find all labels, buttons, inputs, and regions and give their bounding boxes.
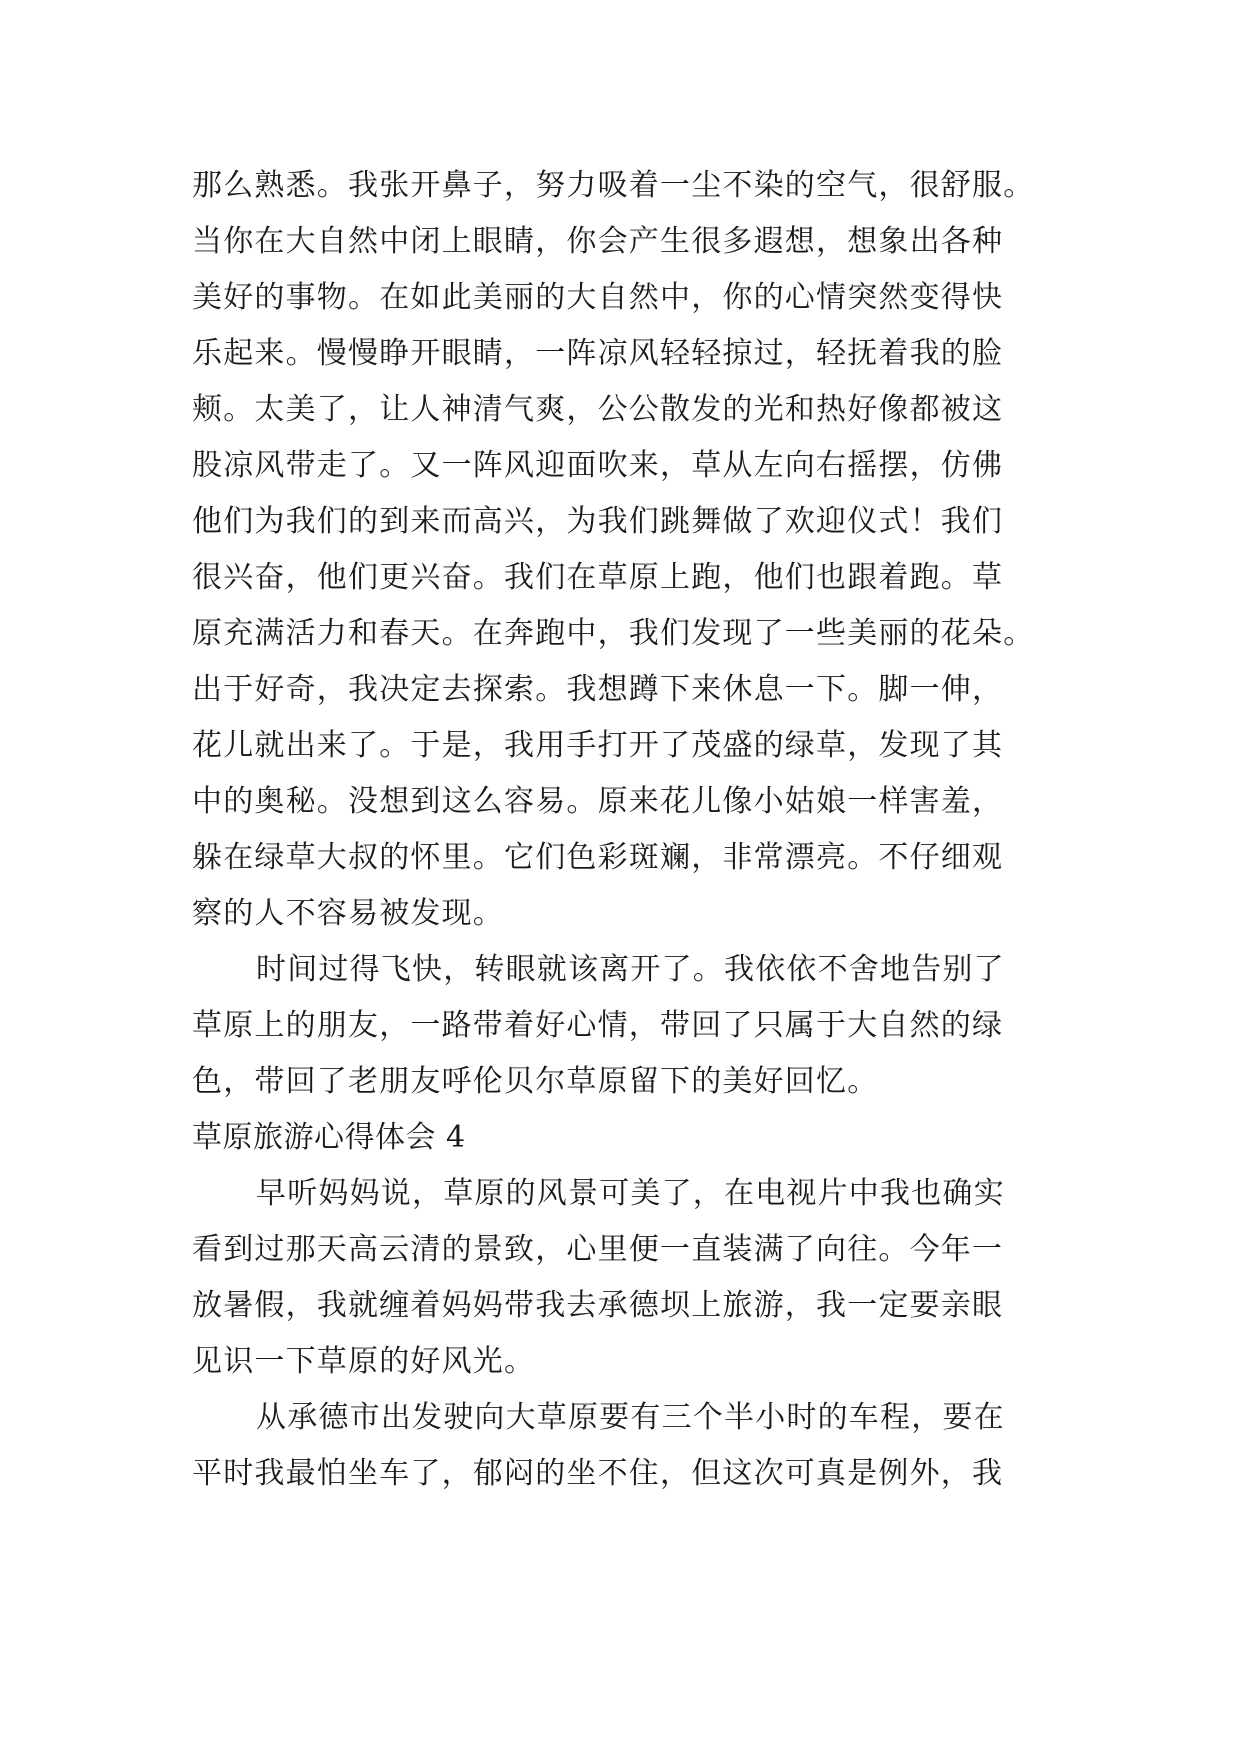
text-line: 乐起来。慢慢睁开眼睛，一阵凉风轻轻掠过，轻抚着我的脸 [192, 336, 1004, 371]
text-line: 草原上的朋友，一路带着好心情，带回了只属于大自然的绿 [192, 1008, 1004, 1043]
text-line: 很兴奋，他们更兴奋。我们在草原上跑，他们也跟着跑。草 [192, 560, 1004, 595]
text-line: 时间过得飞快，转眼就该离开了。我依依不舍地告别了 [256, 952, 1005, 987]
text-line: 他们为我们的到来而高兴，为我们跳舞做了欢迎仪式！我们 [192, 504, 1004, 539]
text-line: 颊。太美了，让人神清气爽，公公散发的光和热好像都被这 [192, 392, 1004, 427]
text-line: 早听妈妈说，草原的风景可美了，在电视片中我也确实 [256, 1176, 1005, 1211]
text-line: 那么熟悉。我张开鼻子，努力吸着一尘不染的空气，很舒服。 [192, 168, 1035, 203]
text-line: 美好的事物。在如此美丽的大自然中，你的心情突然变得快 [192, 280, 1004, 315]
text-line: 股凉风带走了。又一阵风迎面吹来，草从左向右摇摆，仿佛 [192, 448, 1004, 483]
text-line: 看到过那天高云清的景致，心里便一直装满了向往。今年一 [192, 1232, 1004, 1267]
text-line: 躲在绿草大叔的怀里。它们色彩斑斓，非常漂亮。不仔细观 [192, 840, 1004, 875]
text-line: 见识一下草原的好风光。 [192, 1344, 536, 1379]
document-body [192, 158, 1062, 1502]
text-line: 出于好奇，我决定去探索。我想蹲下来休息一下。脚一伸， [192, 672, 1004, 707]
text-line: 平时我最怕坐车了，郁闷的坐不住，但这次可真是例外，我 [192, 1456, 1004, 1491]
text-line: 中的奥秘。没想到这么容易。原来花儿像小姑娘一样害羞， [192, 784, 1004, 819]
text-line: 当你在大自然中闭上眼睛，你会产生很多遐想，想象出各种 [192, 224, 1004, 259]
text-line: 放暑假，我就缠着妈妈带我去承德坝上旅游，我一定要亲眼 [192, 1288, 1004, 1323]
text-line: 花儿就出来了。于是，我用手打开了茂盛的绿草，发现了其 [192, 728, 1004, 763]
section-heading: 草原旅游心得体会 4 [192, 1120, 466, 1155]
text-line: 从承德市出发驶向大草原要有三个半小时的车程，要在 [256, 1400, 1005, 1435]
text-line: 色，带回了老朋友呼伦贝尔草原留下的美好回忆。 [192, 1064, 879, 1099]
text-line: 原充满活力和春天。在奔跑中，我们发现了一些美丽的花朵。 [192, 616, 1035, 651]
text-line: 察的人不容易被发现。 [192, 896, 504, 931]
